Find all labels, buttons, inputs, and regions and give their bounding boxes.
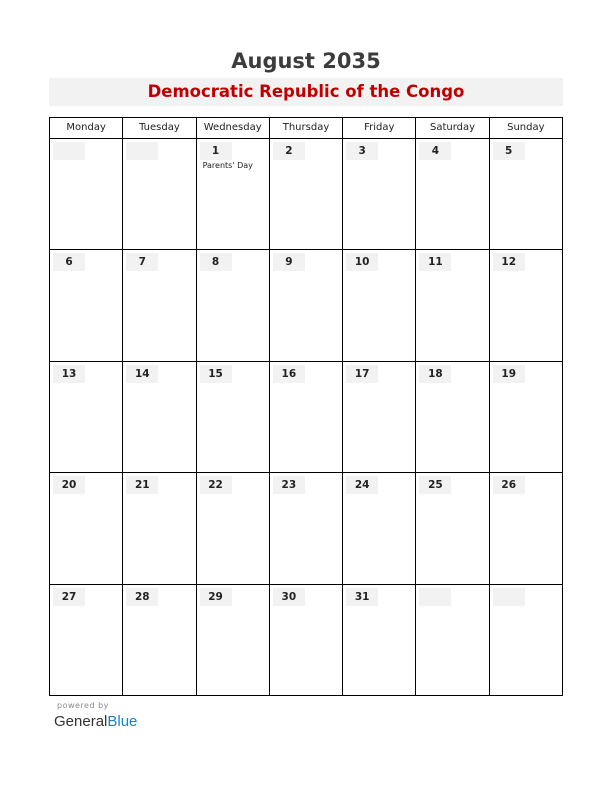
day-cell[interactable] [270, 250, 343, 361]
page-title: August 2035 [231, 49, 381, 73]
day-number: 1 [211, 145, 220, 157]
weekday-header-sunday: Sunday [490, 118, 563, 139]
day-number: 5 [505, 145, 513, 157]
day-cell[interactable] [123, 362, 196, 473]
day-cell[interactable] [343, 473, 416, 584]
day-number: 15 [208, 367, 223, 380]
weekday-header-tuesday: Tuesday [123, 118, 196, 139]
day-number: 2 [285, 145, 293, 157]
day-cell[interactable] [50, 250, 123, 361]
weekday-header-thursday: Thursday [270, 118, 343, 139]
day-number: 8 [211, 256, 220, 269]
day-number: 24 [354, 479, 370, 492]
day-number: 12 [501, 256, 517, 269]
calendar-grid [49, 117, 563, 696]
day-cell[interactable] [50, 362, 123, 473]
day-number: 20 [61, 479, 77, 492]
day-cell[interactable] [270, 362, 343, 473]
brand-general: General [54, 713, 108, 730]
day-cell[interactable] [343, 362, 416, 473]
day-cell[interactable] [197, 250, 270, 361]
day-number: 22 [208, 479, 223, 492]
day-number: 3 [358, 145, 366, 157]
day-cell[interactable] [343, 585, 416, 696]
day-number: 14 [134, 367, 150, 380]
day-number-box [419, 588, 451, 606]
day-cell[interactable] [490, 473, 563, 584]
day-number: 11 [428, 256, 443, 269]
day-cell[interactable] [343, 250, 416, 361]
day-number: 6 [65, 256, 73, 269]
day-cell[interactable] [50, 139, 123, 250]
day-number: 25 [428, 479, 443, 492]
day-cell[interactable] [416, 585, 489, 696]
day-number-box [126, 142, 158, 160]
day-cell[interactable] [50, 473, 123, 584]
weekday-header-wednesday: Wednesday [197, 118, 270, 139]
day-number: 13 [61, 367, 77, 380]
country-name: Democratic Republic of the Congo [147, 82, 465, 101]
weekday-header-friday: Friday [343, 118, 416, 139]
day-cell[interactable] [416, 362, 489, 473]
day-cell[interactable] [197, 362, 270, 473]
day-cell[interactable] [123, 473, 196, 584]
day-cell[interactable] [50, 585, 123, 696]
country-banner [49, 78, 563, 106]
day-cell[interactable] [490, 139, 563, 250]
holiday-label: Parents' Day [202, 161, 253, 170]
day-number: 21 [134, 479, 150, 492]
day-cell[interactable] [270, 139, 343, 250]
day-number: 18 [428, 367, 443, 380]
day-cell[interactable] [270, 473, 343, 584]
day-cell[interactable] [123, 250, 196, 361]
day-cell[interactable] [123, 585, 196, 696]
day-number: 28 [134, 590, 150, 603]
day-number: 4 [431, 145, 440, 157]
day-number: 17 [354, 367, 370, 380]
day-number: 7 [138, 256, 146, 269]
day-cell[interactable] [197, 473, 270, 584]
day-cell[interactable] [343, 139, 416, 250]
day-number: 16 [281, 367, 297, 380]
powered-by-text: powered by [57, 701, 109, 710]
day-number: 23 [281, 479, 297, 492]
day-number: 26 [501, 479, 517, 492]
day-cell[interactable] [123, 139, 196, 250]
day-cell[interactable] [197, 585, 270, 696]
day-number: 19 [501, 367, 517, 380]
day-number: 31 [354, 590, 370, 603]
day-number: 27 [61, 590, 77, 603]
day-cell[interactable] [416, 473, 489, 584]
day-number-box [493, 588, 525, 606]
day-cell[interactable] [416, 250, 489, 361]
day-cell[interactable] [490, 250, 563, 361]
brand-blue: Blue [107, 713, 138, 730]
day-cell[interactable] [197, 139, 270, 250]
day-number: 9 [285, 256, 293, 269]
day-number: 29 [208, 590, 223, 603]
day-cell[interactable] [270, 585, 343, 696]
day-number: 30 [281, 590, 297, 603]
weekday-header-monday: Monday [50, 118, 123, 139]
day-cell[interactable] [416, 139, 489, 250]
day-number-box [53, 142, 85, 160]
day-cell[interactable] [490, 362, 563, 473]
generalblue-logo[interactable] [54, 713, 137, 730]
day-cell[interactable] [490, 585, 563, 696]
weekday-header-saturday: Saturday [416, 118, 489, 139]
day-number: 10 [354, 256, 370, 269]
